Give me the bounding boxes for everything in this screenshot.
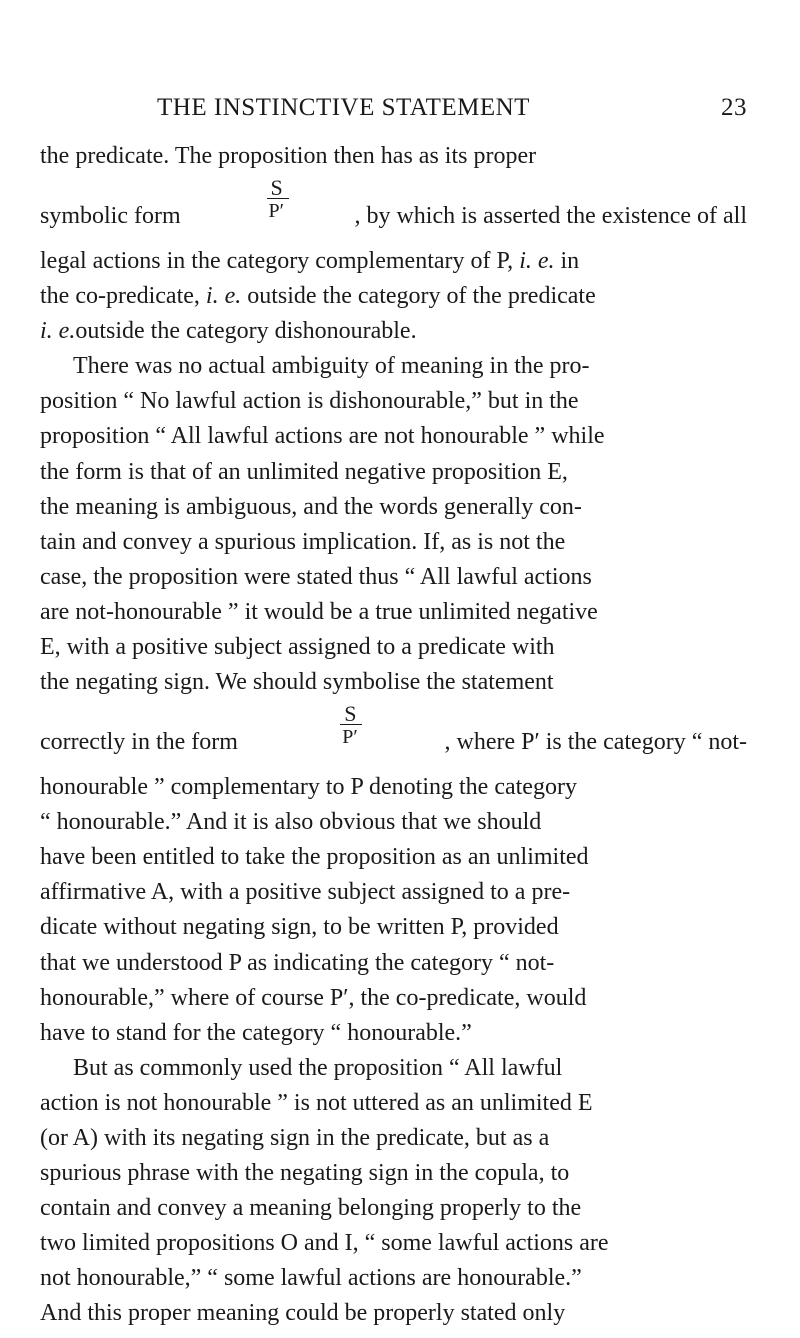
- text-line: proposition “ All lawful actions are not honourable ” while: [40, 423, 605, 449]
- text-line: honourable ” complementary to P denoting the category: [40, 774, 577, 800]
- text-line: E, with a positive subject assigned to a predicate with: [40, 634, 555, 660]
- text-line: the co-predicate, i. e. outside the category of the predicate: [40, 283, 596, 309]
- text-line: symbolic form $\frac{S}{P'}$ , by which is asserted the existence of all: [40, 175, 747, 229]
- text-line: contain and convey a meaning belonging properly to the: [40, 1195, 582, 1221]
- symbolic-fraction: $\frac{S}{P'}$: [340, 725, 372, 749]
- text-line: not honourable,” “ some lawful actions are honourable.”: [40, 1265, 582, 1291]
- text-line: position “ No lawful action is dishonourable,” but in the: [40, 388, 579, 414]
- text-line: correctly in the form $\frac{S}{P'}$ , where P′ is the category “ not-: [40, 701, 747, 755]
- text-line: two limited propositions O and I, “ some lawful actions are: [40, 1230, 609, 1256]
- text-line: There was no actual ambiguity of meaning in the pro-: [73, 353, 590, 379]
- text-line: are not-honourable ” it would be a true unlimited negative: [40, 599, 598, 625]
- text-line: legal actions in the category complementary of P, i. e. in: [40, 248, 580, 274]
- text-line: (or A) with its negating sign in the predicate, but as a: [40, 1125, 550, 1151]
- text-line: the negating sign. We should symbolise the statement: [40, 669, 554, 695]
- running-title: THE INSTINCTIVE STATEMENT: [157, 94, 530, 121]
- text-line: have been entitled to take the proposition as an unlimited: [40, 844, 589, 870]
- text-line: And this proper meaning could be properly stated only: [40, 1300, 566, 1326]
- text-line: affirmative A, with a positive subject assigned to a pre-: [40, 879, 571, 905]
- text-line: that we understood P as indicating the category “ not-: [40, 950, 555, 976]
- text-line: the predicate. The proposition then has as its proper: [40, 143, 537, 169]
- text-line: tain and convey a spurious implication. If, as is not the: [40, 529, 566, 555]
- running-header: [40, 94, 747, 134]
- text-line: the form is that of an unlimited negative proposition E,: [40, 459, 568, 485]
- text-line: i. e. outside the category dishonourable.: [40, 318, 417, 344]
- text-line: case, the proposition were stated thus “ All lawful actions: [40, 564, 592, 590]
- text-line: spurious phrase with the negating sign in the copula, to: [40, 1160, 570, 1186]
- text-line: honourable,” where of course P′, the co-predicate, would: [40, 985, 587, 1011]
- text-line: “ honourable.” And it is also obvious that we should: [40, 809, 542, 835]
- text-line: action is not honourable ” is not uttered as an unlimited E: [40, 1090, 593, 1116]
- symbolic-fraction: $\frac{S}{P'}$: [267, 199, 299, 223]
- text-line: But as commonly used the proposition “ All lawful: [73, 1055, 563, 1081]
- text-line: the meaning is ambiguous, and the words generally con-: [40, 494, 582, 520]
- text-line: dicate without negating sign, to be written P, provided: [40, 914, 559, 940]
- text-line: have to stand for the category “ honourable.”: [40, 1020, 472, 1046]
- page-number: 23: [721, 94, 747, 121]
